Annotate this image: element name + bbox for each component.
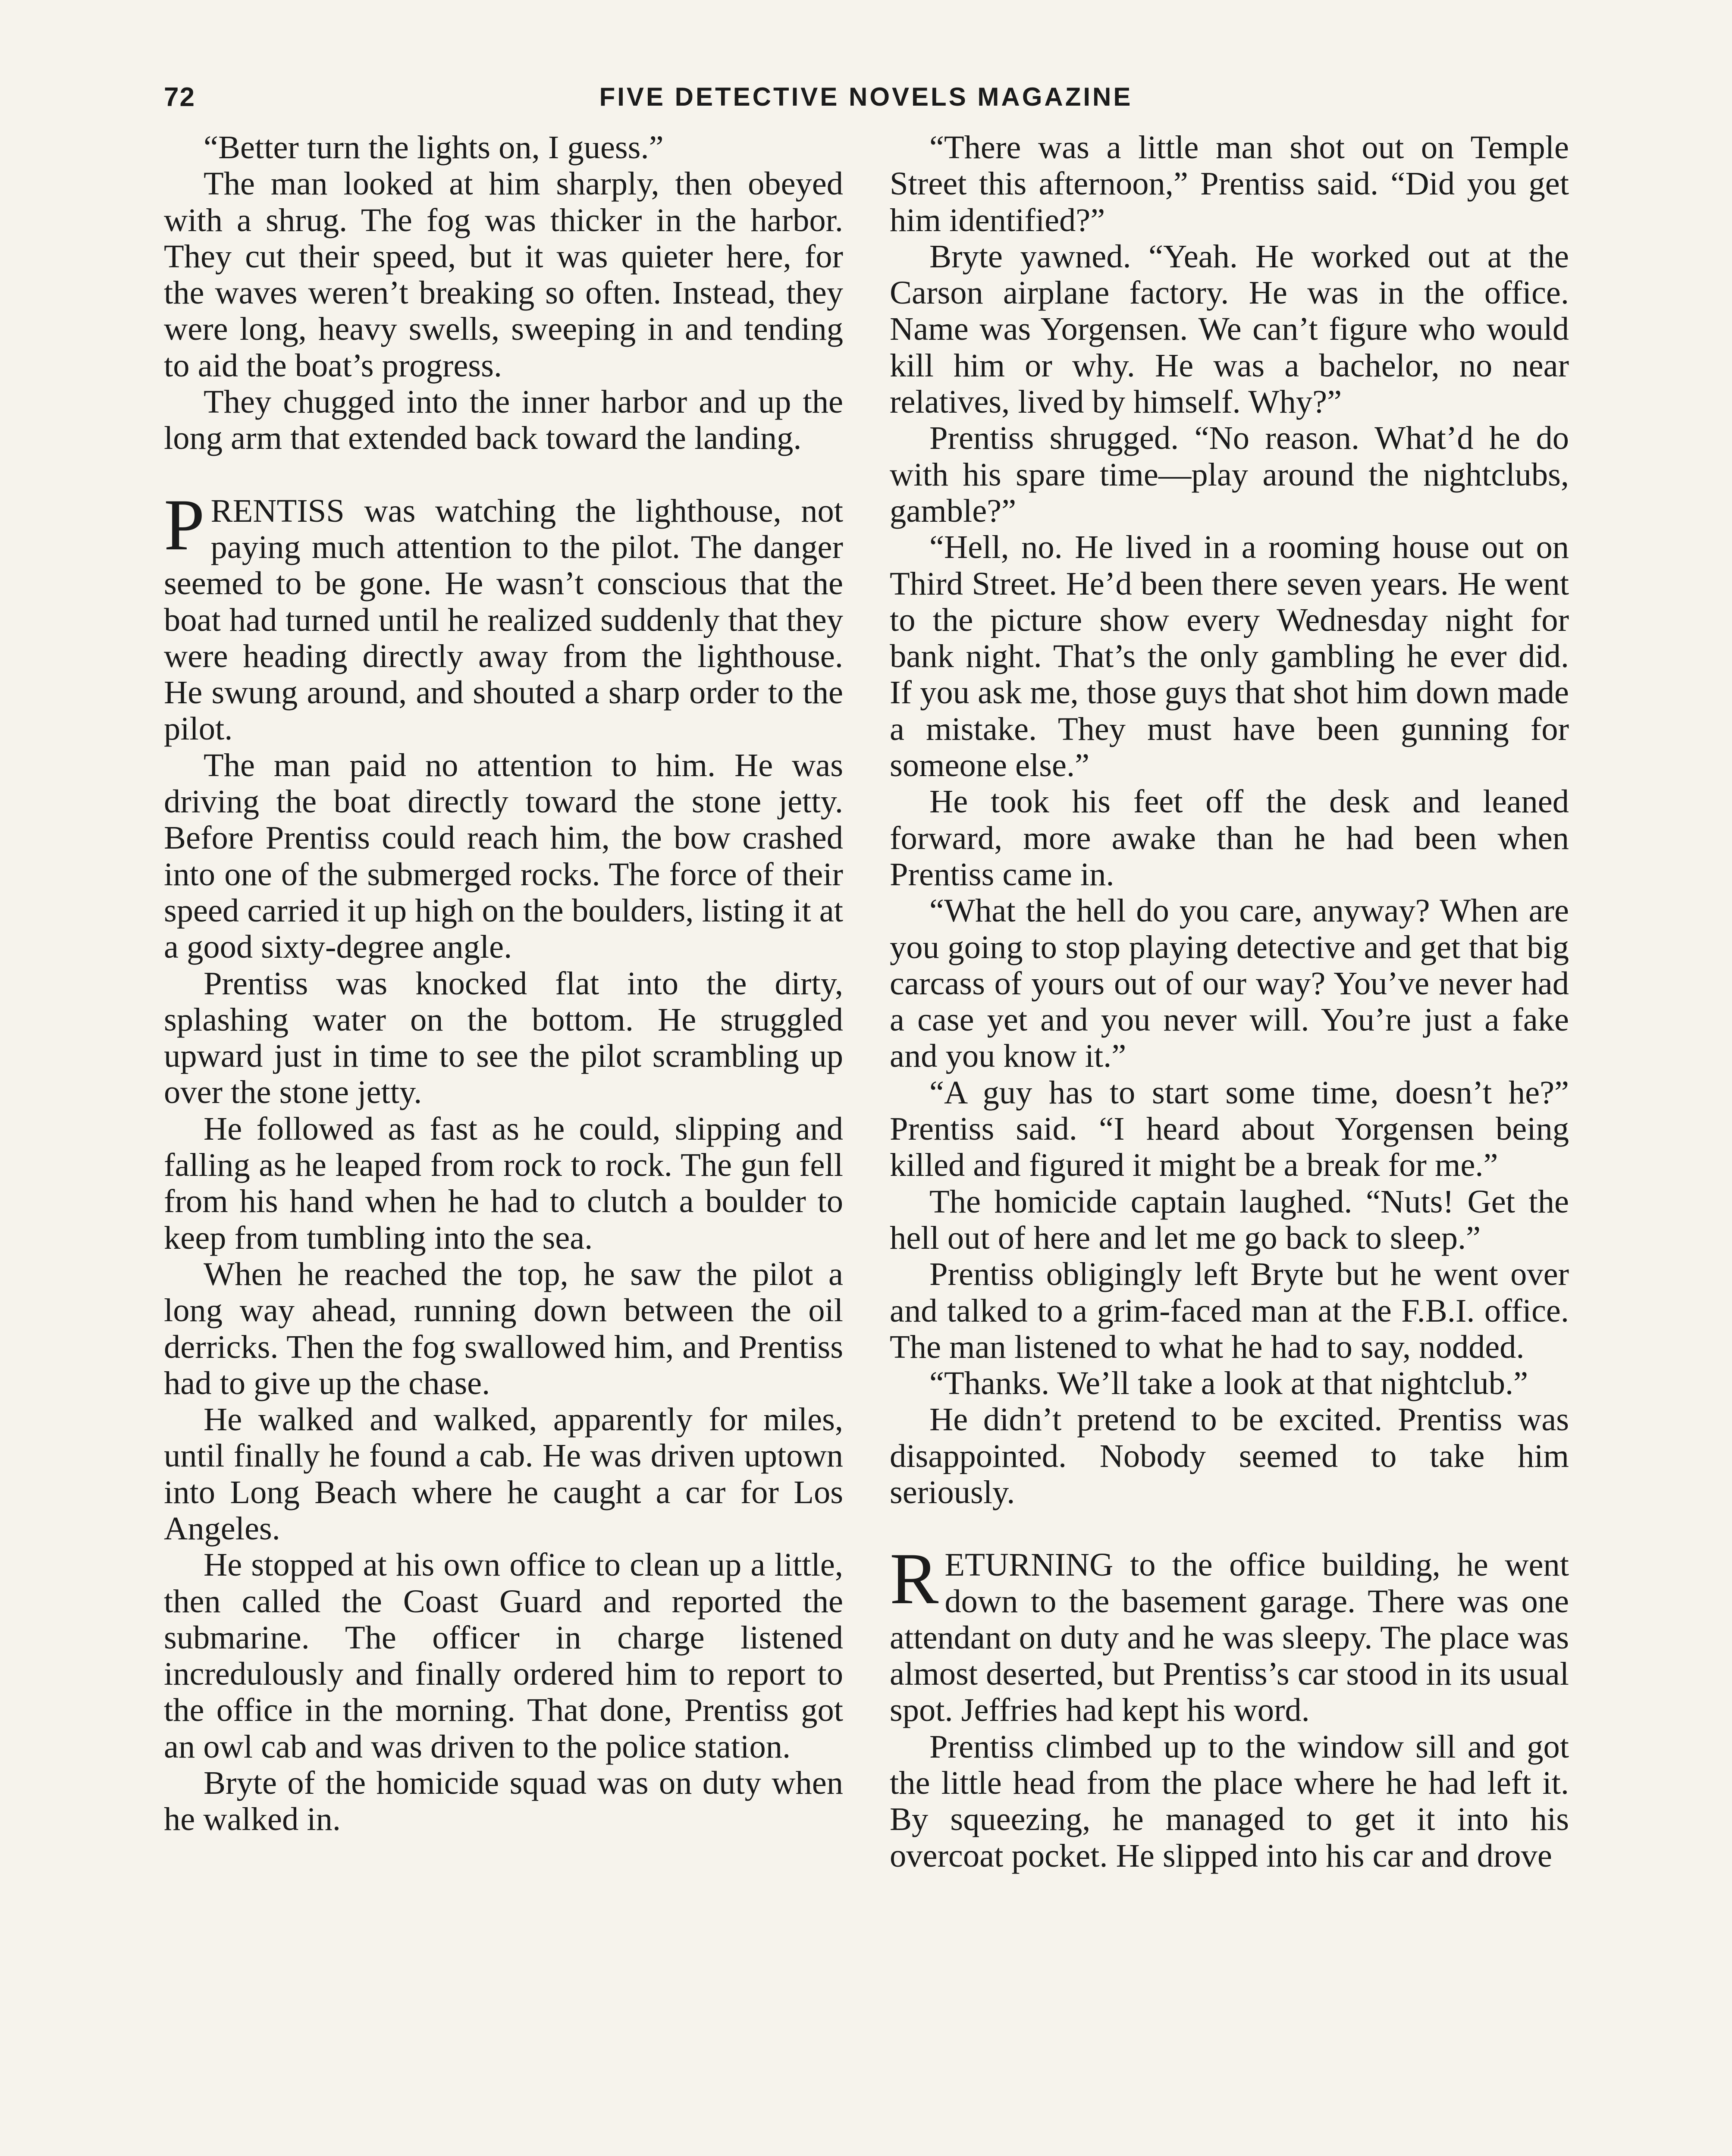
left-column <box>164 129 843 1838</box>
section-opening-paragraph <box>164 484 843 747</box>
section-opening-paragraph <box>890 1538 1569 1729</box>
paragraph: He walked and walked, apparently for miles, until finally he found a cab. He was driven uptown into Long Beach where he caught a car for Los Angeles. <box>164 1401 843 1547</box>
paragraph: Prentiss obligingly left Bryte but he went over and talked to a grim-faced man at the F.B.I. office. The man listened to what he had to say, nodded. <box>890 1256 1569 1365</box>
paragraph: The man looked at him sharply, then obeyed with a shrug. The fog was thicker in the harbor. They cut their speed, but it was quieter here, for the waves weren’t breaking so often. Instead, they were long, heavy swells, sweeping in and tending to aid the boat’s progress. <box>164 165 843 384</box>
right-column <box>890 129 1569 1874</box>
paragraph: “A guy has to start some time, doesn’t he?” Prentiss said. “I heard about Yorgensen being killed and figured it might be a break for me.” <box>890 1074 1569 1184</box>
paragraph: He didn’t pretend to be excited. Prentiss was disappointed. Nobody seemed to take him seriously. <box>890 1401 1569 1510</box>
paragraph: He took his feet off the desk and leaned forward, more awake than he had been when Prentiss came in. <box>890 783 1569 893</box>
paragraph: Prentiss climbed up to the window sill and got the little head from the place where he had left it. By squeezing, he managed to get it into his overcoat pocket. He slipped into his car and drove <box>890 1728 1569 1874</box>
section-text: was watching the lighthouse, not paying much attention to the pilot. The danger seemed to be gone. He wasn’t conscious that the boat had turned until he realized suddenly that they were heading directly away from the lighthouse. He swung around, and shouted a sharp order to the pilot. <box>164 492 843 747</box>
paragraph: They chugged into the inner harbor and up the long arm that extended back toward the landing. <box>164 383 843 457</box>
paragraph: The homicide captain laughed. “Nuts! Get the hell out of here and let me go back to sleep.” <box>890 1183 1569 1256</box>
paragraph: Bryte yawned. “Yeah. He worked out at the Carson airplane factory. He was in the office. Name was Yorgensen. We can’t figure who would kill him or why. He was a bachelor, no near relatives, lived by himself. Why?” <box>890 238 1569 420</box>
paragraph: “There was a little man shot out on Temple Street this afternoon,” Prentiss said. “Did you get him identified?” <box>890 129 1569 238</box>
page-number: 72 <box>164 82 195 112</box>
paragraph: Prentiss shrugged. “No reason. What’d he do with his spare time—play around the nightclubs, gamble?” <box>890 420 1569 529</box>
paragraph: The man paid no attention to him. He was driving the boat directly toward the stone jetty. Before Prentiss could reach him, the bow crashed into one of the submerged rocks. The force of their speed carried it up high on the boulders, listing it at a good sixty-degree angle. <box>164 746 843 965</box>
small-caps-lead: RENTISS <box>210 492 345 529</box>
paragraph: He stopped at his own office to clean up a little, then called the Coast Guard and reported the submarine. The officer in charge listened incredulously and finally ordered him to report to the office in the morning. That done, Prentiss got an owl cab and was driven to the police station. <box>164 1546 843 1765</box>
paragraph: He followed as fast as he could, slipping and falling as he leaped from rock to rock. The gun fell from his hand when he had to clutch a boulder to keep from tumbling into the sea. <box>164 1110 843 1256</box>
paragraph: “Thanks. We’ll take a look at that nightclub.” <box>929 1365 1528 1402</box>
paragraph: Prentiss was knocked flat into the dirty, splashing water on the bottom. He struggled upward just in time to see the pilot scrambling up over the stone jetty. <box>164 965 843 1111</box>
paragraph: Bryte of the homicide squad was on duty when he walked in. <box>164 1764 843 1838</box>
small-caps-lead: ETURNING <box>944 1546 1114 1583</box>
paragraph: When he reached the top, he saw the pilot a long way ahead, running down between the oil derricks. Then the fog swallowed him, and Prentiss had to give up the chase. <box>164 1255 843 1401</box>
paragraph: “Better turn the lights on, I guess.” <box>204 129 664 166</box>
paragraph: “Hell, no. He lived in a rooming house out on Third Street. He’d been there seven years. He went to the picture show every Wednesday night for bank night. That’s the only gambling he ever did. If you ask me, those guys that shot him down made a mistake. They must have been gunning for someone else.” <box>890 529 1569 784</box>
running-title: FIVE DETECTIVE NOVELS MAGAZINE <box>599 82 1133 111</box>
section-text: to the office building, he went down to the basement garage. There was one attendant on duty and he was sleepy. The place was almost deserted, but Prentiss’s car stood in its usual spot. Jeffries had kept his word. <box>890 1546 1569 1729</box>
paragraph: “What the hell do you care, anyway? When are you going to stop playing detective and get that big carcass of yours out of our way? You’ve never had a case yet and you never will. You’re just a fake and you know it.” <box>890 892 1569 1075</box>
page-header <box>164 82 1568 121</box>
drop-cap: P <box>164 484 205 565</box>
drop-cap: R <box>890 1538 939 1620</box>
